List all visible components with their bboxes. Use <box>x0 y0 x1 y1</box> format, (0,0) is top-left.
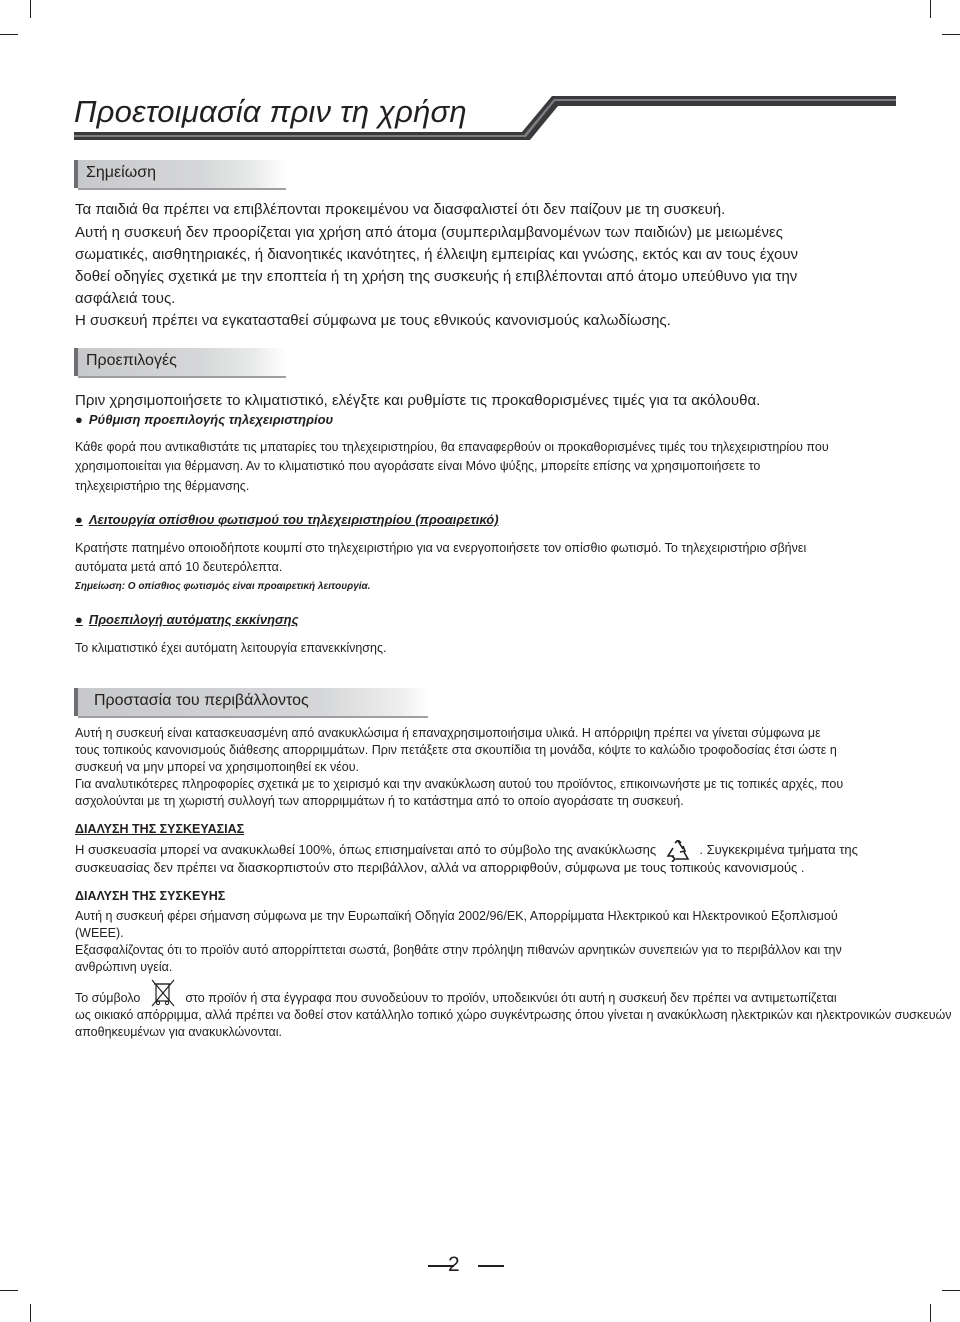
section-header-environment <box>74 688 428 716</box>
crop-mark <box>30 1304 31 1322</box>
backlight-line: αυτόματα μετά από 10 δευτερόλεπτα. <box>75 560 283 574</box>
section-title: Προστασία του περιβάλλοντος <box>94 692 309 709</box>
device-line: (WEEE). <box>75 926 124 940</box>
packaging-line: συσκευασίας δεν πρέπει να διασκορπιστούν στο περιβάλλον, αλλά να απορριφθούν, σύμφωνα με τους τοπικούς κανονισμούς . <box>75 860 805 875</box>
environment-line: Για αναλυτικότερες πληροφορίες σχετικά με το χειρισμό και την ανακύκλωση αυτού του προϊόντος, επικοινωνήστε με τις τοπικές αρχές, που <box>75 777 844 791</box>
remote-line: τηλεχειριστήριο της θέρμανσης. <box>75 479 250 493</box>
crossed-bin-icon <box>150 978 176 1008</box>
note-line: σωματικές, αισθητηριακές, ή διανοητικές ικανότητες, ή έλλειψη εμπειρίας και γνώσης, εκτός και αν τους έχουν <box>75 246 799 263</box>
crop-mark <box>942 34 960 35</box>
packaging-line: Η συσκευασία μπορεί να ανακυκλωθεί 100%, όπως επισημαίνεται από το σύμβολο της ανακύκλωσης . Συγκεκριμένα τμήματα της <box>75 839 858 862</box>
remote-line: Κάθε φορά που αντικαθιστάτε τις μπαταρίες του τηλεχειριστηρίου, θα επαναφερθούν οι προκαθορισμένες τιμές του τηλεχειριστηρίου που <box>75 440 829 454</box>
section-title: Σημείωση <box>86 164 156 181</box>
weee-line: Το σύμβολο στο προϊόν ή στα έγγραφα που συνοδεύουν το προϊόν, υποδεικνύει ότι αυτή η συσκευή δεν πρέπει να αντιμετωπίζεται <box>75 988 837 1008</box>
crop-mark <box>0 34 18 35</box>
backlight-note: Σημείωση: Ο οπίσθιος φωτισμός είναι προαιρετική λειτουργία. <box>75 581 371 592</box>
bullet-icon: ● <box>75 512 83 527</box>
section-header-note <box>74 160 286 188</box>
packaging-title: ΔΙΑΛΥΣΗ ΤΗΣ ΣΥΣΚΕΥΑΣΙΑΣ <box>75 822 245 836</box>
section-header-presets <box>74 348 286 376</box>
remote-line: χρησιμοποιείται για θέρμανση. Αν το κλιματιστικό που αγοράσατε είναι Μόνο ψύξης, μπορείτε επίσης να χρησιμοποιήσετε το <box>75 459 761 473</box>
crop-mark <box>942 1290 960 1291</box>
environment-line: τους τοπικούς κανονισμούς διάθεσης απορριμμάτων. Πριν πετάξετε στα σκουπίδια τη μονάδα, κόψτε το καλώδιο τροφοδοσίας έτσι ώστε η <box>75 743 837 757</box>
crop-mark <box>0 1290 18 1291</box>
presets-intro: Πριν χρησιμοποιήσετε το κλιματιστικό, ελέγξτε και ρυθμίστε τις προκαθορισμένες τιμές για τα ακόλουθα. <box>75 392 761 409</box>
device-title: ΔΙΑΛΥΣΗ ΤΗΣ ΣΥΣΚΕΥΗΣ <box>75 889 226 903</box>
page-number-dash <box>478 1265 504 1267</box>
environment-line: Αυτή η συσκευή είναι κατασκευασμένη από ανακυκλώσιμα ή επαναχρησιμοποιήσιμα υλικά. Η απόρριψη πρέπει να γίνεται σύμφωνα με <box>75 726 821 740</box>
environment-line: συσκευή να μην μπορεί να χρησιμοποιηθεί εκ νέου. <box>75 760 360 774</box>
autorestart-line: Το κλιματιστικό έχει αυτόματη λειτουργία επανεκκίνησης. <box>75 641 387 655</box>
section-title: Προεπιλογές <box>86 352 177 369</box>
note-line: Τα παιδιά θα πρέπει να επιβλέπονται προκειμένου να διασφαλιστεί ότι δεν παίζουν με τη συσκευή. <box>75 201 726 218</box>
bullet-icon: ● <box>75 412 83 427</box>
note-line: Η συσκευή πρέπει να εγκατασταθεί σύμφωνα με τους εθνικούς κανονισμούς καλωδίωσης. <box>75 312 671 329</box>
subsection-title-remote: ● Ρύθμιση προεπιλογής τηλεχειριστηρίου <box>75 412 334 427</box>
note-line: Αυτή η συσκευή δεν προορίζεται για χρήση από άτομα (συμπεριλαμβανομένων των παιδιών) με μειωμένες <box>75 224 783 241</box>
crop-mark <box>30 0 31 18</box>
crop-mark <box>930 0 931 18</box>
page-title: Προετοιμασία πριν τη χρήση <box>74 94 467 129</box>
note-line: δοθεί οδηγίες σχετικά με την εποπτεία ή τη χρήση της συσκευής ή επιβλέπονται από άτομο υπεύθυνο για την <box>75 268 798 285</box>
device-line: ανθρώπινη υγεία. <box>75 960 173 974</box>
crop-mark <box>930 1304 931 1322</box>
note-line: ασφάλειά τους. <box>75 290 176 307</box>
weee-line: αποθηκευμένων για ανακυκλώνονται. <box>75 1025 282 1039</box>
subsection-title-autorestart: ● Προεπιλογή αυτόματης εκκίνησης <box>75 612 299 627</box>
environment-line: ασχολούνται με τη χωριστή συλλογή των απορριμμάτων ή το κατάστημα από το οποίο αγοράσατε τη συσκευή. <box>75 794 684 808</box>
weee-line: ως οικιακό απόρριμμα, αλλά πρέπει να δοθεί στον κατάλληλο τοπικό χώρο συγκέντρωσης όπου γίνεται η ανακύκλωση ηλεκτρικών και ηλεκτρονικών συσκευών <box>75 1008 952 1022</box>
bullet-icon: ● <box>75 612 83 627</box>
subsection-title-backlight: ● Λειτουργία οπίσθιου φωτισμού του τηλεχειριστηρίου (προαιρετικό) <box>75 512 499 527</box>
backlight-line: Κρατήστε πατημένο οποιοδήποτε κουμπί στο τηλεχειριστήριο για να ενεργοποιήσετε τον οπίσθιο φωτισμό. Το τηλεχειριστήριο σβήνει <box>75 541 807 555</box>
page-number: 2 <box>448 1253 460 1276</box>
device-line: Εξασφαλίζοντας ότι το προϊόν αυτό απορρίπτεται σωστά, βοηθάτε στην πρόληψη πιθανών αρνητικών συνεπειών για το περιβάλλον και την <box>75 943 842 957</box>
page-title-banner <box>74 88 896 140</box>
device-line: Αυτή η συσκευή φέρει σήμανση σύμφωνα με την Ευρωπαϊκή Οδηγία 2002/96/ΕΚ, Απορρίμματα Ηλεκτρικού και Ηλεκτρονικού Εξοπλισμού <box>75 909 838 923</box>
